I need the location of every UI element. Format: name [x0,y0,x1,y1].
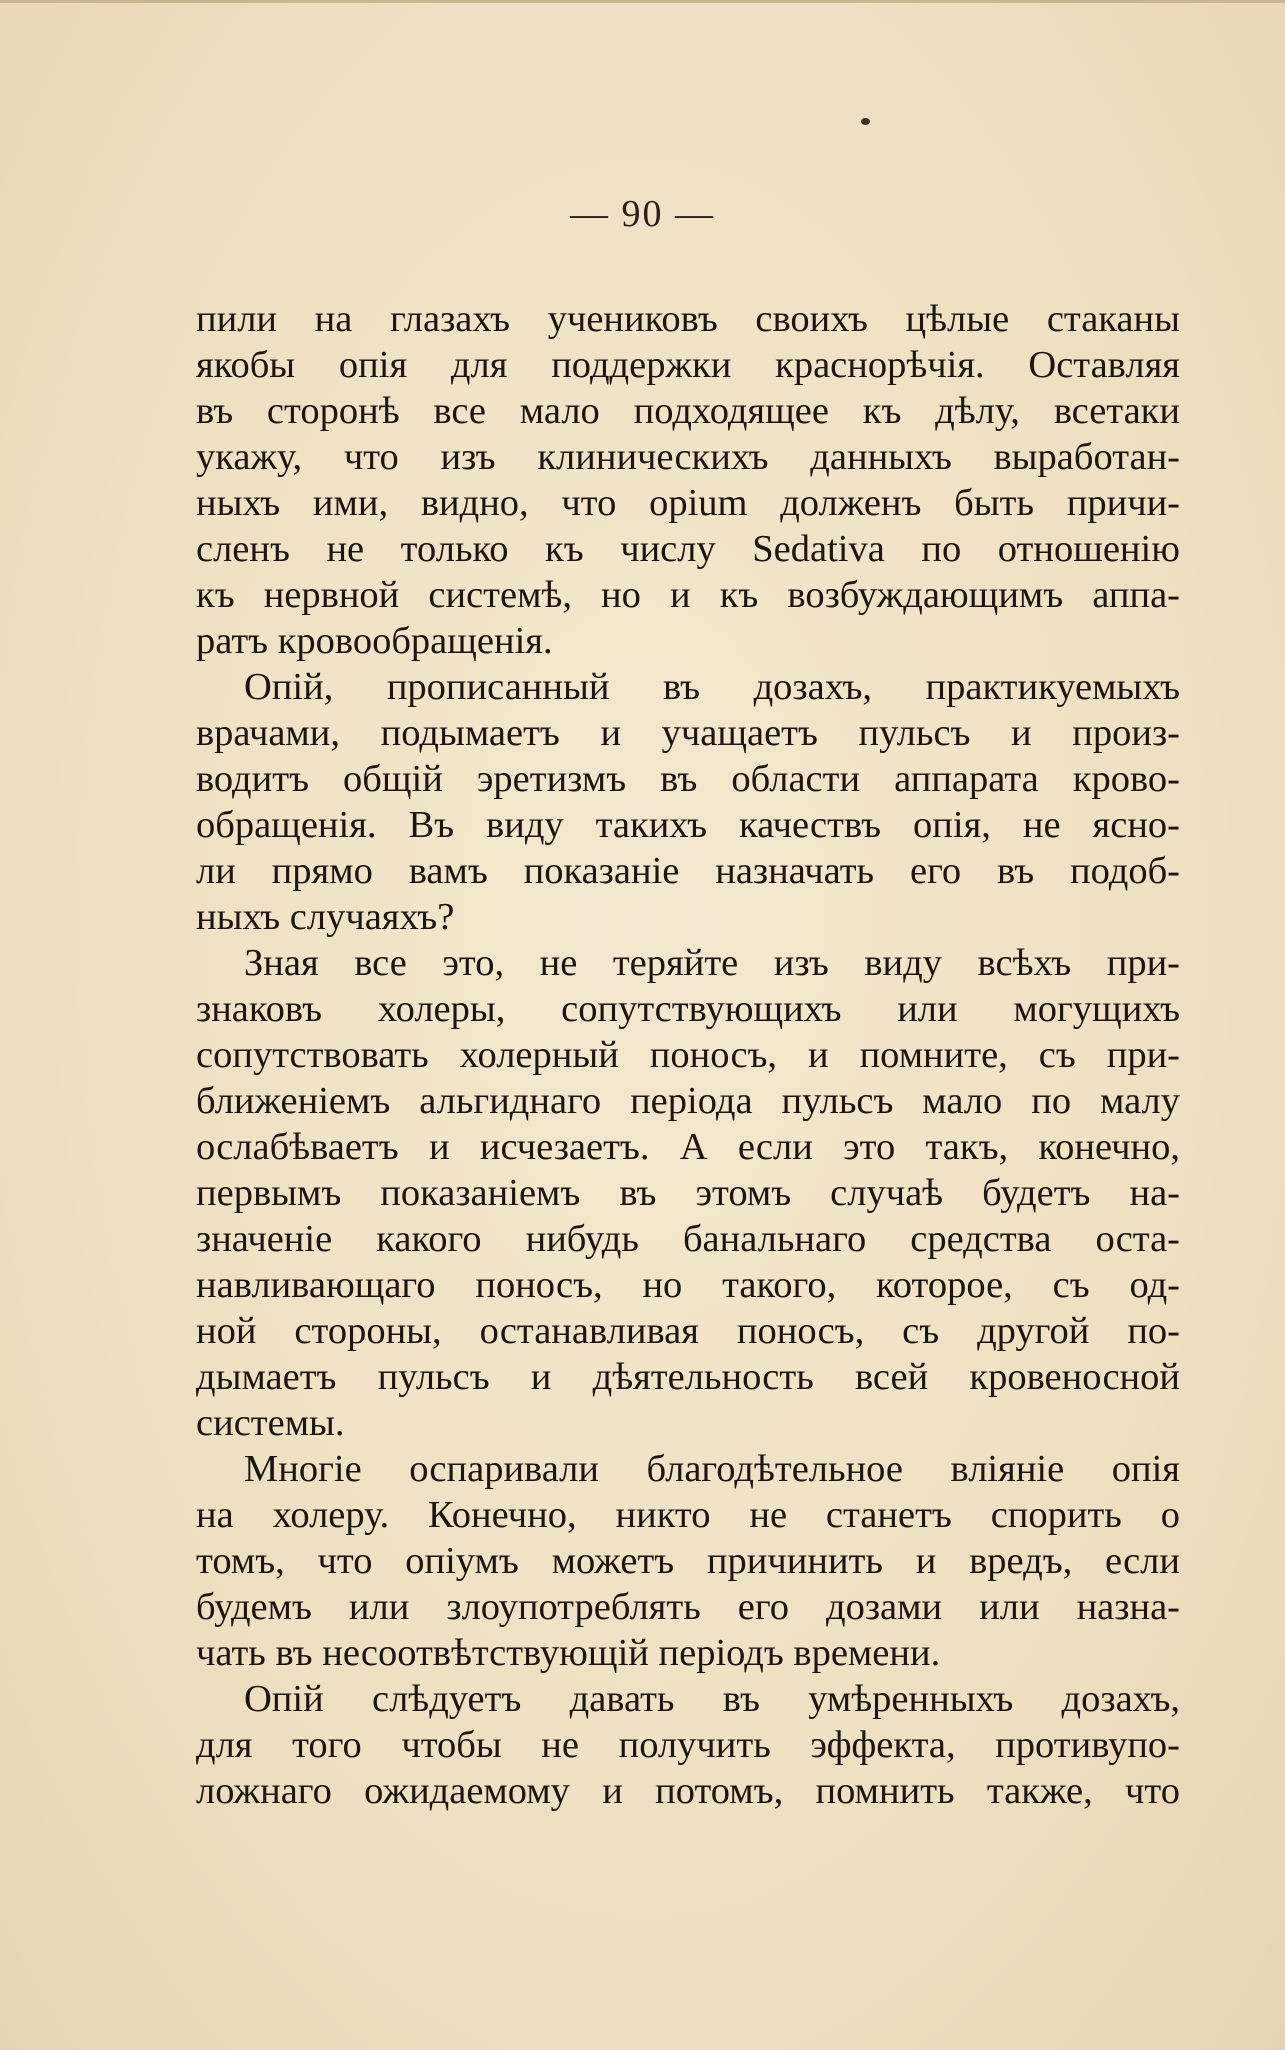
text-line: ложнаго ожидаемому и потомъ, помнить также, что [196,1770,1180,1812]
text-line: ной стороны, останавливая поносъ, съ другой по- [196,1310,1180,1352]
text-line: дымаетъ пульсъ и дѣятельность всей кровеносной [196,1356,1180,1398]
text-line: Опій слѣдуетъ давать въ умѣренныхъ дозахъ, [244,1678,1180,1720]
text-line: ближеніемъ альгиднаго періода пульсъ мало по малу [196,1080,1180,1122]
text-line: укажу, что изъ клиническихъ данныхъ выработан- [196,436,1180,478]
text-line: знаковъ холеры, сопутствующихъ или могущихъ [196,988,1180,1030]
text-line: томъ, что опіумъ можетъ причинить и вредъ, если [196,1540,1180,1582]
text-line: ли прямо вамъ показаніе назначать его въ подоб- [196,850,1180,892]
text-line: ратъ кровообращенія. [196,620,553,662]
text-line: якобы опія для поддержки краснорѣчія. Оставляя [196,344,1180,386]
text-line: въ сторонѣ все мало подходящее къ дѣлу, всетаки [196,390,1180,432]
page-top-edge [0,0,1285,3]
text-line: для того чтобы не получить эффекта, противупо- [196,1724,1180,1766]
text-line: Опій, прописанный въ дозахъ, практикуемыхъ [244,666,1180,708]
text-line: врачами, подымаетъ и учащаетъ пульсъ и произ- [196,712,1180,754]
text-line: значеніе какого нибудь банальнаго средства оста- [196,1218,1180,1260]
body-text [196,296,1180,1814]
text-line: водитъ общій эретизмъ въ области аппарата крово- [196,758,1180,800]
text-line: сопутствовать холерный поносъ, и помните, съ при- [196,1034,1180,1076]
page-number: — 90 — [570,193,715,235]
text-line: ослабѣваетъ и исчезаетъ. А если это такъ, конечно, [196,1126,1180,1168]
text-line: ныхъ случаяхъ? [196,896,455,938]
text-line: будемъ или злоупотреблять его дозами или назна- [196,1586,1180,1628]
text-line: первымъ показаніемъ въ этомъ случаѣ будетъ на- [196,1172,1180,1214]
text-line: къ нервной системѣ, но и къ возбуждающимъ аппа- [196,574,1180,616]
text-line: системы. [196,1402,345,1444]
text-line: сленъ не только къ числу Sedativa по отношенію [196,528,1180,570]
text-line: обращенія. Въ виду такихъ качествъ опія, не ясно- [196,804,1180,846]
text-line: на холеру. Конечно, никто не станетъ спорить о [196,1494,1180,1536]
text-line: пили на глазахъ учениковъ своихъ цѣлые стаканы [196,298,1180,340]
text-line: Зная все это, не теряйте изъ виду всѣхъ при- [244,942,1180,984]
text-line: чать въ несоотвѣтствующій періодъ времени. [196,1632,941,1674]
text-line: Многіе оспаривали благодѣтельное вліяніе опія [244,1448,1180,1490]
text-line: навливающаго поносъ, но такого, которое, съ од- [196,1264,1180,1306]
text-line: ныхъ ими, видно, что opium долженъ быть причи- [196,482,1180,524]
ink-speck [861,118,870,125]
